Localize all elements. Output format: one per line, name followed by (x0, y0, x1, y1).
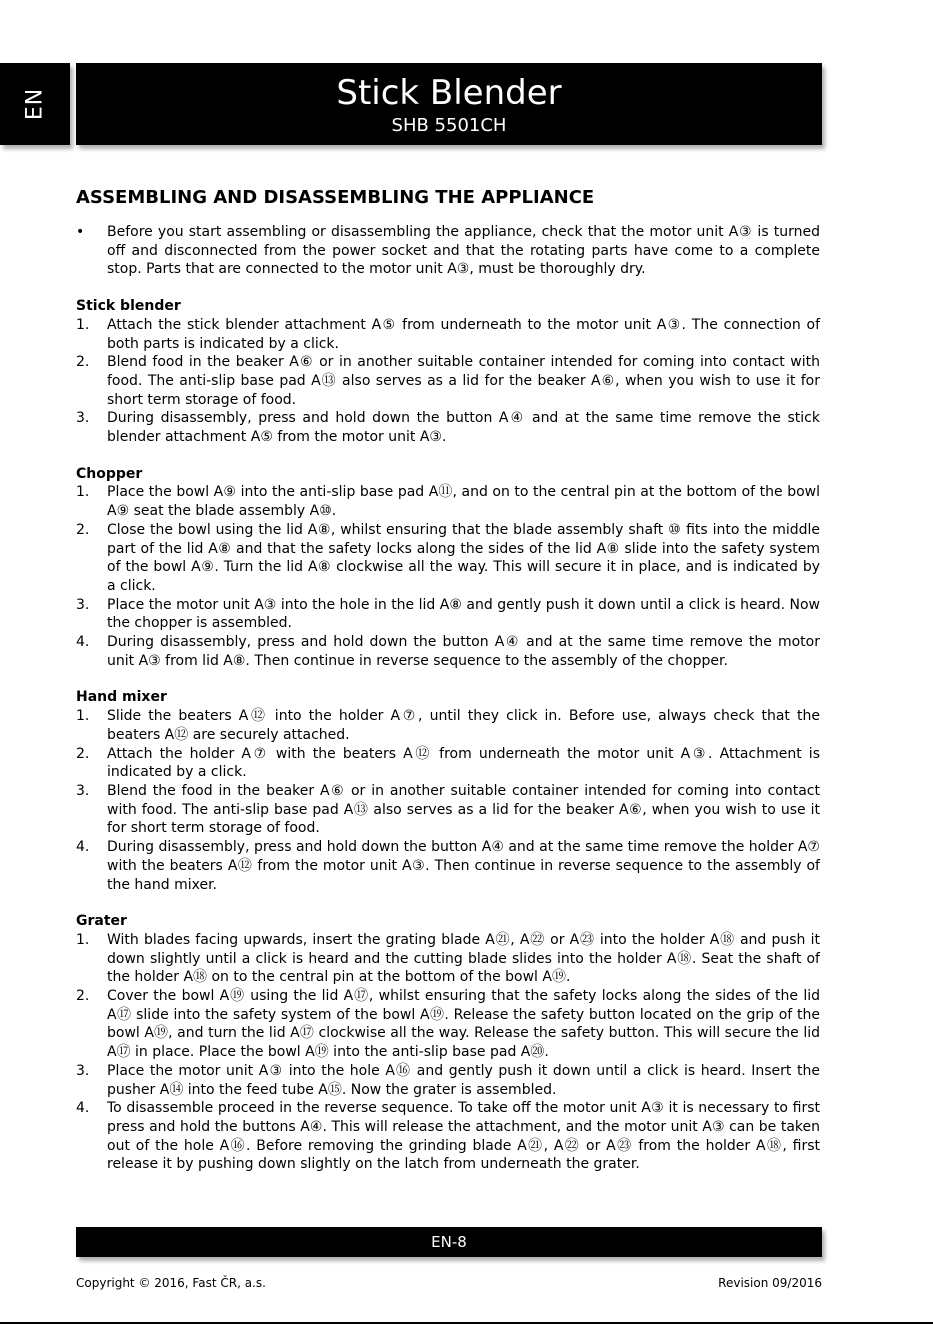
item-number: 1. (76, 708, 90, 725)
language-tab (0, 63, 70, 145)
item-text: Attach the stick blender attachment A⑤ from underneath to the motor unit A③. The connection of both parts is indicated by a click. (107, 316, 820, 352)
intro-text: Before you start assembling or disassembling the appliance, check that the motor unit A③ is turned off and disconnected from the power socket and that the rotating parts have come to a complete stop. Parts that are connected to the motor unit A③, must be thoroughly dry. (107, 224, 820, 278)
item-number: 3. (76, 782, 90, 799)
intro-bullet-item (76, 223, 820, 279)
document-title: Stick Blender (336, 73, 562, 113)
item-text: Attach the holder A⑦ with the beaters A⑫ from underneath the motor unit A③. Attachment is indicated by a click. (107, 745, 820, 781)
list-item (76, 483, 820, 520)
list-item (76, 353, 820, 409)
list-item (76, 1099, 820, 1174)
list-item (76, 521, 820, 596)
item-text: During disassembly, press and hold down the button A④ and at the same time remove the holder A⑦ with the beaters A⑫ from the motor unit A③. Then continue in reverse sequence to the assembly of the hand mixer. (107, 839, 820, 893)
bullet: • (76, 224, 85, 240)
item-text: Place the bowl A⑨ into the anti-slip base pad A⑪, and on to the central pin at the bottom of the bowl A⑨ seat the blade assembly A⑩. (107, 484, 820, 520)
list-item (76, 987, 820, 1062)
copyright-notice: Copyright © 2016, Fast ČR, a.s. (76, 1276, 266, 1290)
item-text: During disassembly, press and hold down the button A④ and at the same time remove the motor unit A③ from lid A⑧. Then continue in reverse sequence to the assembly of the chopper. (107, 634, 820, 669)
item-number: 2. (76, 521, 90, 538)
main-content (76, 185, 820, 1174)
subheading-stick-blender: Stick blender (76, 298, 181, 315)
item-text: During disassembly, press and hold down the button A④ and at the same time remove the stick blender attachment A⑤ from the motor unit A③. (107, 410, 820, 446)
item-number: 2. (76, 745, 90, 762)
list-item (76, 931, 820, 987)
list-item (76, 838, 820, 894)
item-number: 1. (76, 316, 90, 333)
list-item (76, 596, 820, 633)
item-number: 1. (76, 484, 90, 501)
subheading-chopper: Chopper (76, 465, 143, 482)
item-text: Cover the bowl A⑲ using the lid A⑰, whilst ensuring that the safety locks along the sides of the lid A⑰ slide into the safety system of the bowl A⑲. Release the safety button located on the grip of the bowl A⑲, and turn the lid A⑰ clockwise all the way. Release the safety button. This will secure the lid A⑰ in place. Place the bowl A⑲ into the anti-slip base pad A⑳. (107, 988, 820, 1061)
language-label: EN (22, 87, 48, 121)
item-text: To disassemble proceed in the reverse sequence. To take off the motor unit A③ it is necessary to first press and hold the buttons A④. This will release the attachment, and the motor unit A③ can be taken out of the hole A⑯. Before removing the grinding blade A㉑, A㉒ or A㉓ from the holder A⑱, first release it by pushing down slightly on the latch from underneath the grater. (107, 1100, 820, 1173)
title-banner (76, 63, 822, 145)
list-item (76, 1062, 820, 1099)
section-title: ASSEMBLING AND DISASSEMBLING THE APPLIANCE (76, 187, 595, 208)
list-item (76, 782, 820, 838)
item-number: 1. (76, 931, 90, 948)
item-number: 3. (76, 410, 90, 427)
list-item (76, 409, 820, 446)
list-item (76, 633, 820, 670)
item-number: 2. (76, 988, 90, 1005)
list-item (76, 707, 820, 744)
page-number-bar (76, 1227, 822, 1257)
item-number: 3. (76, 1062, 90, 1079)
item-text: Close the bowl using the lid A⑧, whilst ensuring that the blade assembly shaft ⑩ fits into the middle part of the lid A⑧ and that the safety locks along the sides of the lid A⑧ slide into the safety system of the bowl A⑨. Turn the lid A⑧ clockwise all the way. This will secure it in place, and is indicated by a click. (107, 521, 820, 594)
item-number: 4. (76, 839, 90, 856)
item-text: With blades facing upwards, insert the grating blade A㉑, A㉒ or A㉓ into the holder A⑱ and push it down slightly until a click is heard and the cutting blade slides into the holder A⑱. Seat the shaft of the holder A⑱ on to the central pin at the bottom of the bowl A⑲. (107, 931, 820, 986)
item-text: Place the motor unit A③ into the hole in the lid A⑧ and gently push it down until a click is heard. Now the chopper is assembled. (107, 596, 820, 632)
item-text: Slide the beaters A⑫ into the holder A⑦, until they click in. Before use, always check that the beaters A⑫ are securely attached. (107, 708, 820, 743)
item-text: Blend the food in the beaker A⑥ or in another suitable container intended for coming into contact with food. The anti-slip base pad A⑬ also serves as a lid for the beaker A⑥, when you wish to use it for short term storage of food. (107, 782, 820, 837)
item-text: Place the motor unit A③ into the hole A⑯ and gently push it down until a click is heard. Insert the pusher A⑭ into the feed tube A⑮. Now the grater is assembled. (107, 1062, 820, 1098)
subheading-grater: Grater (76, 913, 127, 930)
item-number: 3. (76, 596, 90, 613)
page-number: EN-8 (431, 1233, 467, 1251)
list-item (76, 745, 820, 782)
model-number: SHB 5501CH (391, 115, 507, 136)
item-number: 4. (76, 1100, 90, 1117)
subheading-hand-mixer: Hand mixer (76, 689, 167, 706)
revision-label: Revision 09/2016 (718, 1276, 822, 1290)
list-item (76, 316, 820, 353)
item-number: 4. (76, 634, 90, 651)
item-text: Blend food in the beaker A⑥ or in another suitable container intended for coming into contact with food. The anti-slip base pad A⑬ also serves as a lid for the beaker A⑥, when you wish to use it for short term storage of food. (107, 354, 820, 408)
item-number: 2. (76, 354, 90, 371)
